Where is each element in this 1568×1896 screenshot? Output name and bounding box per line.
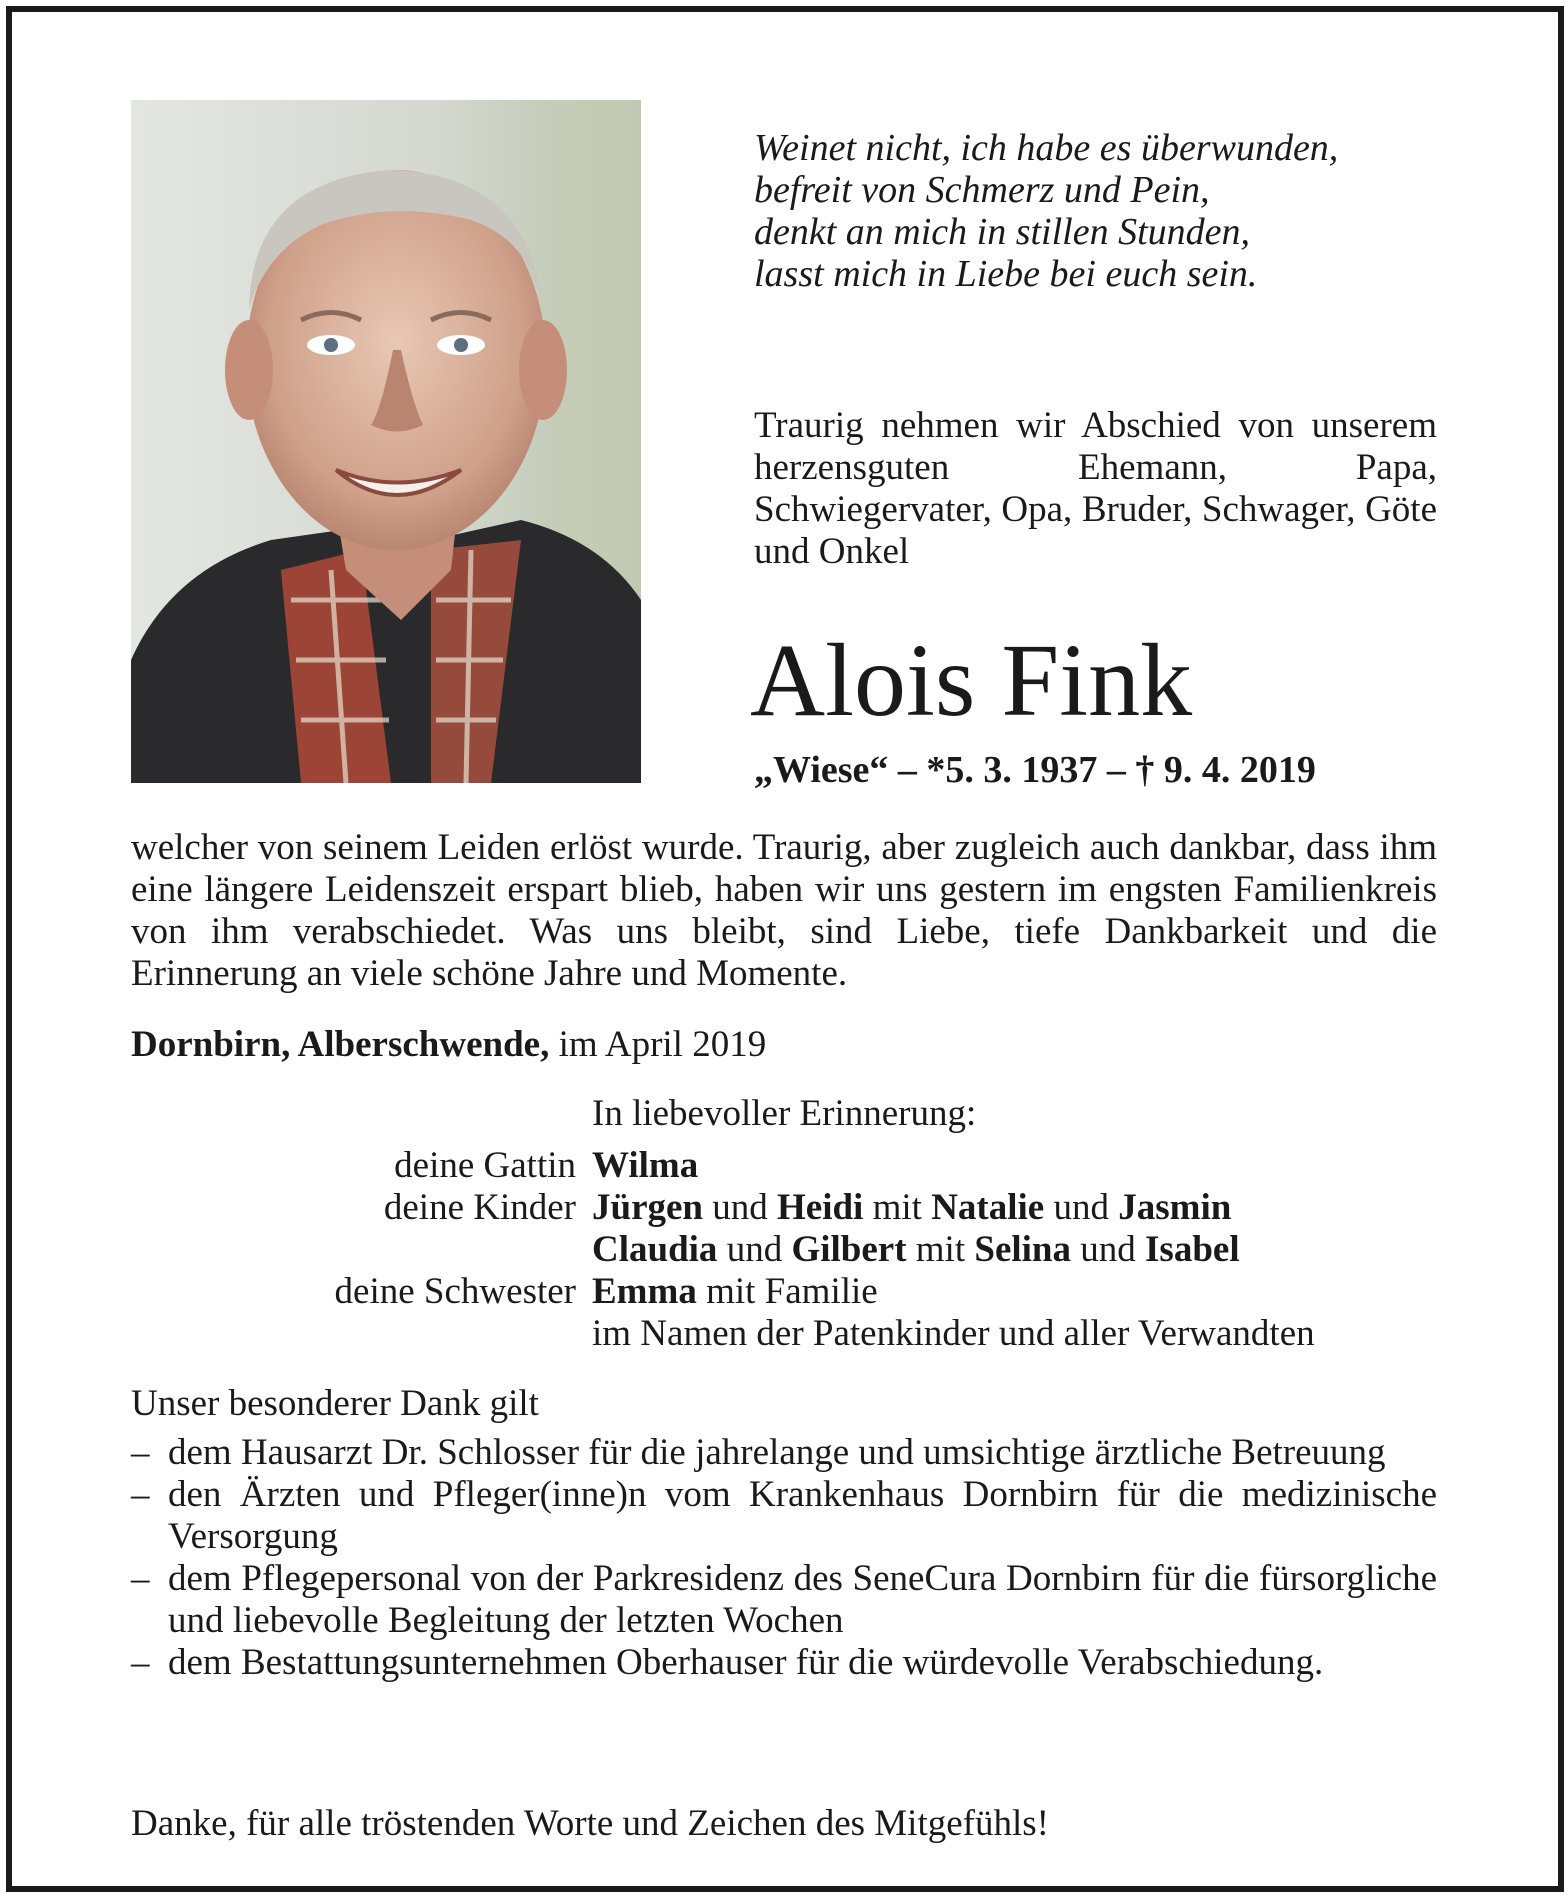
thanks-item-text: den Ärzten und Pfleger(inne)n vom Krankenhaus Dornbirn für die medizinische Versorgung: [168, 1474, 1437, 1557]
family-row-children: [131, 1187, 1461, 1229]
portrait-photo: [131, 100, 641, 783]
dash-bullet: –: [131, 1474, 150, 1515]
family-name: Wilma: [592, 1145, 699, 1186]
place-locations: Dornbirn, Alberschwende,: [131, 1024, 550, 1065]
family-name: Jasmin: [1118, 1187, 1232, 1228]
intro-text: Traurig nehmen wir Abschied von unserem herzensguten Ehemann, Papa, Schwiegervater, Opa, Bruder, Schwager, Göte und Onkel: [754, 405, 1437, 572]
closing-text: Danke, für alle tröstenden Worte und Zeichen des Mitgefühls!: [131, 1803, 1049, 1844]
family-connector: und: [1044, 1187, 1119, 1228]
thanks-item-text: dem Hausarzt Dr. Schlosser für die jahrelange und umsichtige ärztliche Betreuung: [168, 1432, 1386, 1473]
portrait-image: [131, 100, 641, 783]
family-row-children-2: [131, 1229, 1461, 1271]
family-name: Isabel: [1145, 1229, 1240, 1270]
thanks-item: [131, 1432, 1437, 1474]
thanks-item: [131, 1558, 1437, 1642]
memory-title: In liebevoller Erinnerung:: [592, 1093, 977, 1134]
family-connector: mit Familie: [696, 1271, 878, 1312]
thanks-item: [131, 1474, 1437, 1558]
family-relatives: im Namen der Patenkinder und aller Verwandten: [592, 1313, 1315, 1354]
poem-line: lasst mich in Liebe bei euch sein.: [754, 253, 1258, 295]
life-dates: „Wiese“ – *5. 3. 1937 – † 9. 4. 2019: [754, 749, 1316, 791]
poem-line: denkt an mich in stillen Stunden,: [754, 211, 1251, 253]
family-name: Heidi: [777, 1187, 864, 1228]
family-name: Selina: [974, 1229, 1072, 1270]
body-text: welcher von seinem Leiden erlöst wurde. Traurig, aber zugleich auch dankbar, dass ihm eine längere Leidenszeit erspart blieb, haben wir uns gestern im engsten Familienkreis von ihm verabschiedet. Was uns bleibt, sind Liebe, tiefe Dankbarkeit und die Erinnerung an viele schöne Jahre und Momente.: [131, 827, 1437, 994]
thanks-item-text: dem Pflegepersonal von der Parkresidenz des SeneCura Dornbirn für die fürsorgliche und liebevolle Begleitung der letzten Wochen: [168, 1558, 1437, 1641]
dash-bullet: –: [131, 1432, 150, 1473]
family-label: deine Schwester: [334, 1271, 576, 1312]
family-connector: und: [703, 1187, 777, 1228]
family-connector: mit: [863, 1187, 932, 1228]
family-name: Jürgen: [592, 1187, 703, 1228]
family-row-sister: [131, 1271, 1461, 1313]
family-connector: mit: [906, 1229, 975, 1270]
thanks-title: Unser besonderer Dank gilt: [131, 1383, 539, 1424]
family-connector: und: [1071, 1229, 1146, 1270]
dash-bullet: –: [131, 1642, 150, 1683]
thanks-list: [131, 1432, 1437, 1684]
poem-line: Weinet nicht, ich habe es überwunden,: [754, 127, 1339, 169]
thanks-item: [131, 1642, 1437, 1684]
poem-line: befreit von Schmerz und Pein,: [754, 169, 1210, 211]
deceased-name: Alois Fink: [750, 623, 1193, 738]
family-row-relatives: [131, 1313, 1461, 1355]
family-list: [131, 1145, 1461, 1355]
family-connector: und: [717, 1229, 792, 1270]
family-name: Emma: [592, 1271, 697, 1312]
place-month: im April 2019: [549, 1024, 767, 1065]
family-label: deine Gattin: [394, 1145, 576, 1186]
thanks-item-text: dem Bestattungsunternehmen Oberhauser für die würdevolle Verabschiedung.: [168, 1642, 1324, 1683]
family-row-wife: [131, 1145, 1461, 1187]
family-name: Gilbert: [791, 1229, 907, 1270]
family-name: Natalie: [931, 1187, 1045, 1228]
dash-bullet: –: [131, 1558, 150, 1599]
family-name: Claudia: [592, 1229, 718, 1270]
place-date: [131, 1023, 1437, 1067]
poem: [754, 127, 1454, 295]
family-label: deine Kinder: [383, 1187, 576, 1228]
